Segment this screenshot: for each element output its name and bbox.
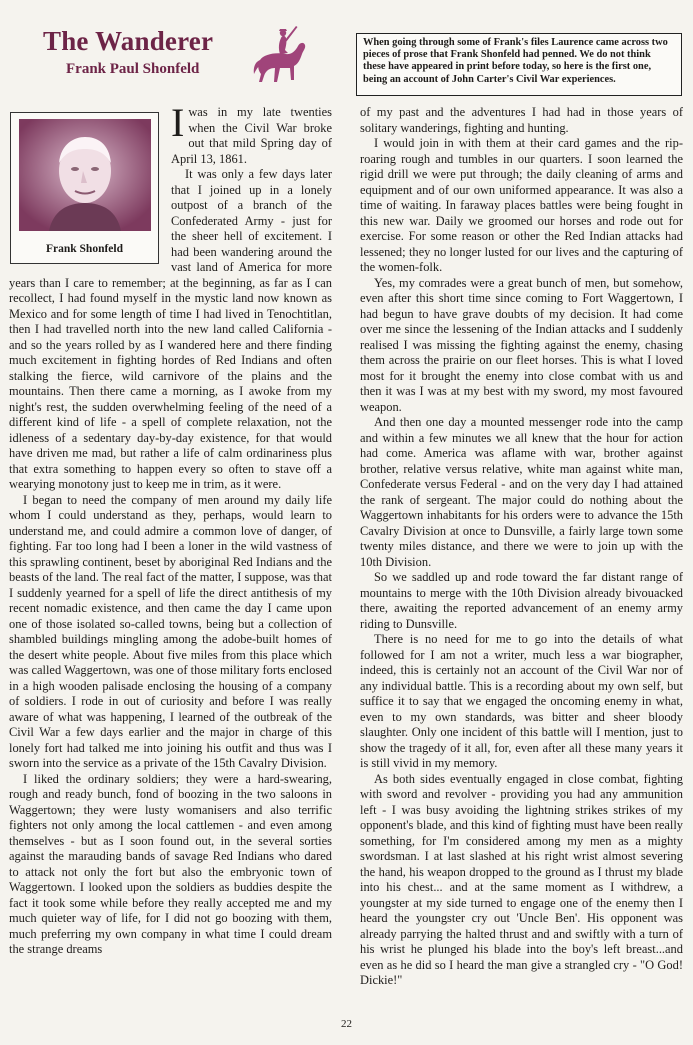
article-author: Frank Paul Shonfeld: [66, 61, 200, 77]
story-paragraph: I liked the ordinary soldiers; they were a hard-swearing, rough and ready bunch, fond of boozing in the two saloons in Waggertown; they were lusty womanisers and also terrific fighters not only among the local cattlemen - and even among themselves - but as I soon found out, in the several sorties against the marauding bands of savage Red Indians who dared to attack not only the fort but also the embryonic town of Waggertown. I looked upon the soldiers as buddies despite the fact it took some while before they really accepted me and my much quieter way of life, for I did not go boozing with them, much preferring my own company in what time I could dream the strange dreams: [9, 771, 332, 956]
drop-cap: I: [171, 105, 185, 145]
story-paragraph: Yes, my comrades were a great bunch of men, but somehow, even after this short time since coming to Fort Waggertown, I had begun to have grave doubts of my decision. It had come over me since the lessening of the Indian attacks and I suddenly realised I was missing the fighting against the enemy, chasing them across the prairie on our fleet horses. This is what I loved most for it brought the enemy into close combat with us and then it was I was at my best with my sword, my most favoured weapon.: [360, 275, 683, 414]
story-paragraph: I would join in with them at their card games and the rip-roaring rough and tumbles in our quarters. I soon learned the rigid drill we were put through; the daily cleaning of arms and equipment and of our own uniformed appearance. It was also a time of waiting. In faraway places battles were being fought in this new war. Daily we groomed our horses and rode out for exercise. For some reason or other the Red Indian attacks had lessened; they no longer lusted for our lives and the capturing of the women-folk.: [360, 136, 683, 274]
article-column-left: [9, 105, 332, 1003]
story-paragraph: So we saddled up and rode toward the far distant range of mountains to merge with the 10th Division already bivouacked there, awaiting the reported advancement of an enemy army riding to Dunsville.: [360, 570, 683, 631]
page-number: 22: [341, 1018, 352, 1030]
story-paragraph: There is no need for me to go into the details of what followed for I am not a writer, much less a war biographer, indeed, this is certainly not an account of the Civil War nor of any individual battle. This is a recording about my own self, but suffice it to say that we engaged the oncoming enemy in what, even to my own standards, was bitter and sheer bloody slaughter. Only one incident of this battle will I mention, just to show the tragedy of it all, for, even after all these many years it is still vivid in my memory.: [360, 632, 683, 770]
story-paragraph: I began to need the company of men around my daily life whom I could understand as they, perhaps, would learn to understand me, and could admire a common love of danger, of fighting. Far too long had I been a loner in the wild vastness of this sprawling continent, beset by aboriginal Red Indians and the beasts of the land. The real fact of the matter, I suppose, was that I suddenly yearned for a spell of life the direct antithesis of my recent nomadic existence, and then came the day I came upon one of those isolated so-called towns, being but a collection of shambled buildings mingling among the adobe-built homes of the desert white people. About five miles from this place which was called Waggertown, was one of those military forts enclosed in a high wooden palisade enclosing the housing of a company of soldiers. I rode in out of curiosity and before I was really aware of what was happening, I learned of the outbreak of the Civil War a few days earlier and the major in charge of this lonely fort had talked me into joining his outfit and thus was I sworn into the service as a private of the 15th Cavalry Division.: [9, 492, 332, 770]
story-paragraph: It was only a few days later that I joined up in a lonely outpost of a branch of the Confederated Army - just for the sheer hell of excitement. I had been wandering around the vast land of America for more years than I care to remember; at the beginning, as far as I can recollect, I had found myself in the mystic land now known as Mexico and for some length of time I had lived in Tenochtitlan, then I had travelled north into the new land called California - and so the years rolled by as I wandered here and there finding much excitement in fighting hordes of Red Indians and often stalking the fierce, wild carnivore of the plains and the mountains. Then there came a morning, as I awoke from my night's rest, the sudden overwhelming feeling of the need of a different kind of life - a spell of complete relaxation, not the idleness of a sedentary day-by-day existence, for that would have driven me mad, but rather a life of calm ordinariness plus that extra something to happen every so often to stave off a wearying monotony just to keep me in trim, as it were.: [9, 167, 332, 491]
story-paragraph: As both sides eventually engaged in close combat, fighting with sword and revolver - providing you had any ammunition left - I was busy avoiding the lightning strikes strikes of my opponent's blade, and this kind of fighting must have been really something, for I'm considered among my men as a mighty swordsman. I at last slashed at his right wrist almost severing the hand, his weapon dropped to the ground as I thrust my blade into his chest... and at the same moment as I withdrew, a youngster at my side turned to engage one of the enemy then I heard the youngster cry out 'Uncle Ben'. His opponent was already parrying the halted thrust and and swiftly with a turn of his wrist he plunged his blade into the boy's left breast...and even as he did so I heard the man give a strangled cry - "O God! Dickie!": [360, 771, 683, 987]
story-paragraph: And then one day a mounted messenger rode into the camp and within a few minutes we all knew that the hour for action had come. America was aflame with war, brother against brother, relative versus relative, white man against white man, Confederate versus Federal - and on the very day I had attained the rank of sergeant. The major could do nothing about the Waggertown inhabitants for his orders were to advance the 15th Cavalry Division at once to Dunsville, a fairly large town some twenty miles distance, and there we were to join up with the 10th Division.: [360, 415, 683, 569]
article-title: The Wanderer: [43, 26, 214, 56]
editor-note-box: When going through some of Frank's files Laurence came across two pieces of prose that Frank Shonfeld had penned. We do not think these have appeared in print before today, so here is the first one, being an account of John Carter's Civil War experiences.: [356, 33, 682, 96]
story-paragraph-continued: of my past and the adventures I had had in those years of solitary wanderings, fighting and hunting.: [360, 105, 683, 135]
portrait-spacer: [9, 105, 165, 263]
article-column-right: [360, 105, 683, 1003]
mounted-soldier-icon: [250, 20, 310, 90]
portrait-caption: Frank Shonfeld: [45, 243, 123, 255]
story-paragraph-text: was in my late twenties when the Civil War broke out that mild Spring day of April 13, 1861.: [171, 105, 332, 166]
